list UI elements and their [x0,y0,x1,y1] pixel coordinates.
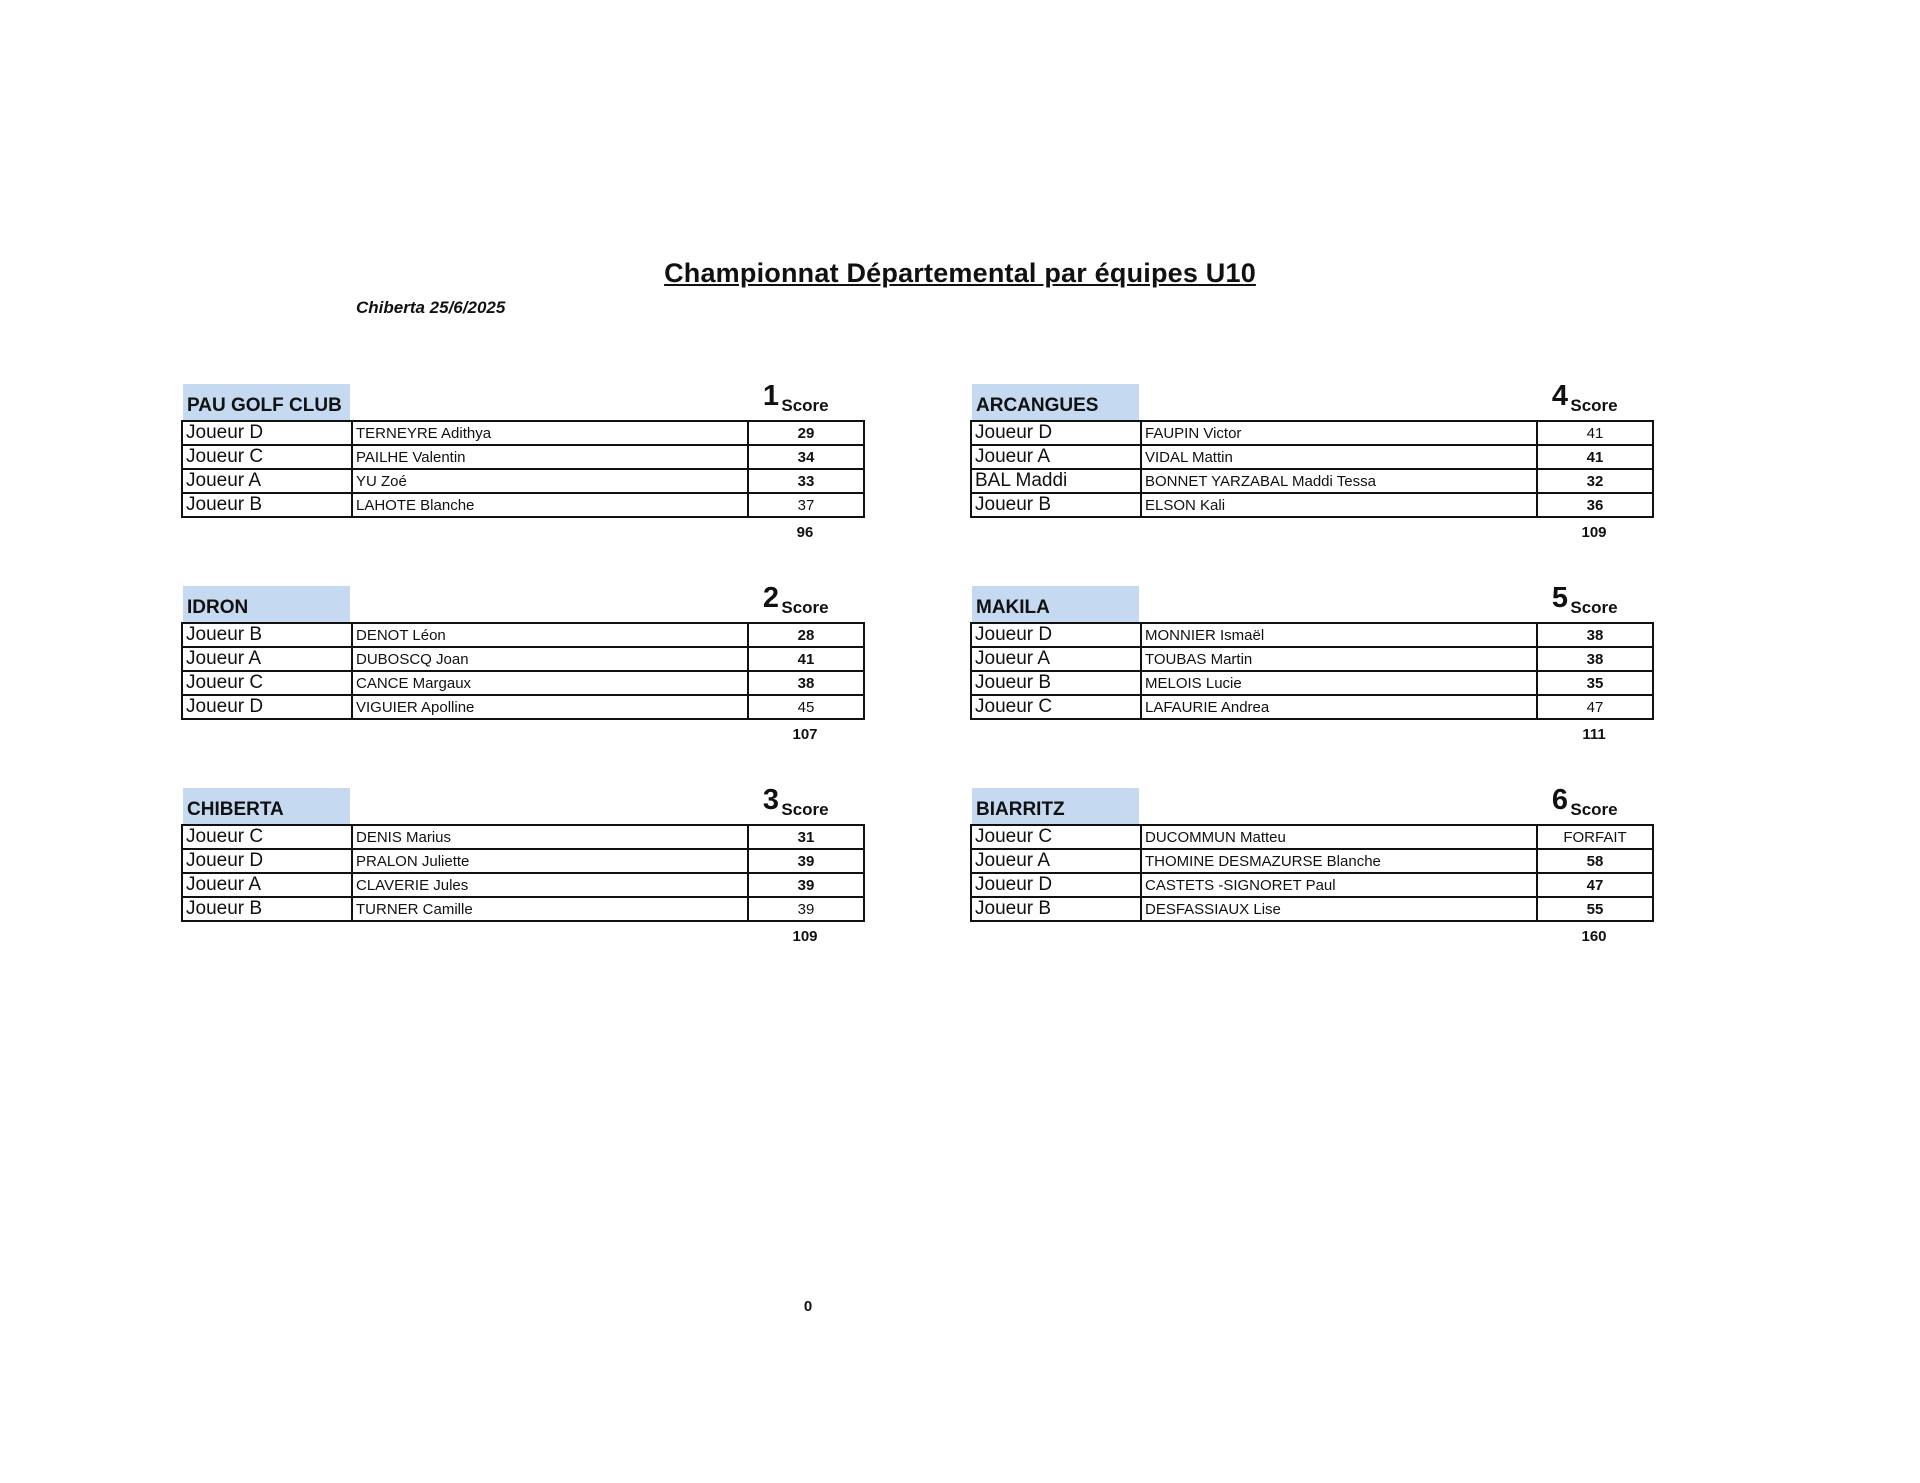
player-name: LAFAURIE Andrea [1141,695,1537,719]
player-score: 32 [1537,469,1653,493]
player-score: 58 [1537,849,1653,873]
table-row [971,897,1653,921]
player-role: Joueur B [971,897,1141,921]
table-row [971,445,1653,469]
player-score: 28 [748,623,864,647]
team-rank: 3 [762,784,780,816]
table-row [971,421,1653,445]
player-score: 37 [748,493,864,517]
team-total: 111 [1582,726,1606,743]
player-name: MONNIER Ismaël [1141,623,1537,647]
player-name: FAUPIN Victor [1141,421,1537,445]
table-row [182,671,864,695]
table-row [971,623,1653,647]
player-score: 39 [748,873,864,897]
player-role: Joueur D [182,695,352,719]
team-block [970,380,1652,541]
players-table [181,420,865,518]
player-role: Joueur A [971,849,1141,873]
player-role: Joueur B [182,897,352,921]
table-row [971,469,1653,493]
player-name: CLAVERIE Jules [352,873,748,897]
footer-value: 0 [803,1298,813,1315]
player-role: Joueur B [971,671,1141,695]
player-role: Joueur A [971,647,1141,671]
page-title: Championnat Départemental par équipes U10 [664,258,1256,288]
player-role: Joueur D [182,849,352,873]
team-header [970,380,1652,420]
table-row [182,849,864,873]
team-total: 96 [796,524,814,541]
player-score: 41 [748,647,864,671]
player-name: ELSON Kali [1141,493,1537,517]
table-row [182,873,864,897]
player-score: 41 [1537,445,1653,469]
player-name: LAHOTE Blanche [352,493,748,517]
player-name: MELOIS Lucie [1141,671,1537,695]
team-rank: 6 [1551,784,1569,816]
team-header [970,784,1652,824]
team-name: ARCANGUES [972,384,1139,420]
players-table [970,824,1654,922]
player-score: 33 [748,469,864,493]
player-name: PAILHE Valentin [352,445,748,469]
table-row [182,445,864,469]
team-block [181,582,863,743]
player-score: 36 [1537,493,1653,517]
team-header [181,784,863,824]
player-score: 55 [1537,897,1653,921]
player-role: Joueur D [182,421,352,445]
table-row [971,671,1653,695]
player-role: Joueur A [971,445,1141,469]
players-table [181,622,865,720]
team-name: BIARRITZ [972,788,1139,824]
score-column-header: Score [1570,396,1618,415]
player-name: DENOT Léon [352,623,748,647]
table-row [182,647,864,671]
player-name: VIGUIER Apolline [352,695,748,719]
team-header [181,380,863,420]
player-role: BAL Maddi [971,469,1141,493]
player-name: TERNEYRE Adithya [352,421,748,445]
team-name: MAKILA [972,586,1139,622]
table-row [182,825,864,849]
team-name: IDRON [183,586,350,622]
team-rank: 1 [762,380,780,412]
player-role: Joueur B [182,493,352,517]
table-row [971,695,1653,719]
table-row [971,873,1653,897]
player-role: Joueur C [971,825,1141,849]
player-role: Joueur A [182,469,352,493]
player-score: 31 [748,825,864,849]
player-score: 45 [748,695,864,719]
player-role: Joueur C [182,671,352,695]
team-total: 160 [1581,928,1607,945]
team-total: 109 [792,928,818,945]
player-role: Joueur D [971,421,1141,445]
player-score: FORFAIT [1537,825,1653,849]
table-row [182,469,864,493]
player-name: CASTETS -SIGNORET Paul [1141,873,1537,897]
players-table [970,622,1654,720]
team-block [181,380,863,541]
team-block [970,784,1652,945]
player-score: 39 [748,897,864,921]
player-name: CANCE Margaux [352,671,748,695]
score-column-header: Score [781,396,829,415]
player-name: VIDAL Mattin [1141,445,1537,469]
team-header [970,582,1652,622]
table-row [182,897,864,921]
player-name: DESFASSIAUX Lise [1141,897,1537,921]
table-row [971,825,1653,849]
team-rank: 2 [762,582,780,614]
team-block [970,582,1652,743]
player-role: Joueur B [971,493,1141,517]
players-table [181,824,865,922]
player-score: 35 [1537,671,1653,695]
table-row [182,421,864,445]
player-score: 29 [748,421,864,445]
team-rank: 4 [1551,380,1569,412]
team-rank: 5 [1551,582,1569,614]
player-score: 38 [1537,647,1653,671]
player-role: Joueur D [971,623,1141,647]
player-role: Joueur C [182,825,352,849]
player-name: DUCOMMUN Matteu [1141,825,1537,849]
score-column-header: Score [781,598,829,617]
team-total: 109 [1581,524,1607,541]
player-name: DENIS Marius [352,825,748,849]
table-row [182,623,864,647]
page-subtitle: Chiberta 25/6/2025 [356,298,506,317]
player-name: YU Zoé [352,469,748,493]
players-table [970,420,1654,518]
team-block [181,784,863,945]
player-role: Joueur C [971,695,1141,719]
player-score: 47 [1537,695,1653,719]
team-header [181,582,863,622]
player-role: Joueur A [182,647,352,671]
player-role: Joueur B [182,623,352,647]
player-name: BONNET YARZABAL Maddi Tessa [1141,469,1537,493]
team-name: PAU GOLF CLUB [183,384,350,420]
team-total: 107 [792,726,818,743]
player-role: Joueur A [182,873,352,897]
player-name: DUBOSCQ Joan [352,647,748,671]
table-row [182,493,864,517]
table-row [182,695,864,719]
table-row [971,849,1653,873]
score-column-header: Score [1570,800,1618,819]
player-score: 41 [1537,421,1653,445]
player-score: 47 [1537,873,1653,897]
player-score: 34 [748,445,864,469]
player-score: 38 [1537,623,1653,647]
player-score: 38 [748,671,864,695]
table-row [971,647,1653,671]
table-row [971,493,1653,517]
player-name: PRALON Juliette [352,849,748,873]
score-column-header: Score [781,800,829,819]
player-role: Joueur C [182,445,352,469]
team-name: CHIBERTA [183,788,350,824]
score-column-header: Score [1570,598,1618,617]
player-name: TURNER Camille [352,897,748,921]
player-name: THOMINE DESMAZURSE Blanche [1141,849,1537,873]
player-score: 39 [748,849,864,873]
player-name: TOUBAS Martin [1141,647,1537,671]
player-role: Joueur D [971,873,1141,897]
